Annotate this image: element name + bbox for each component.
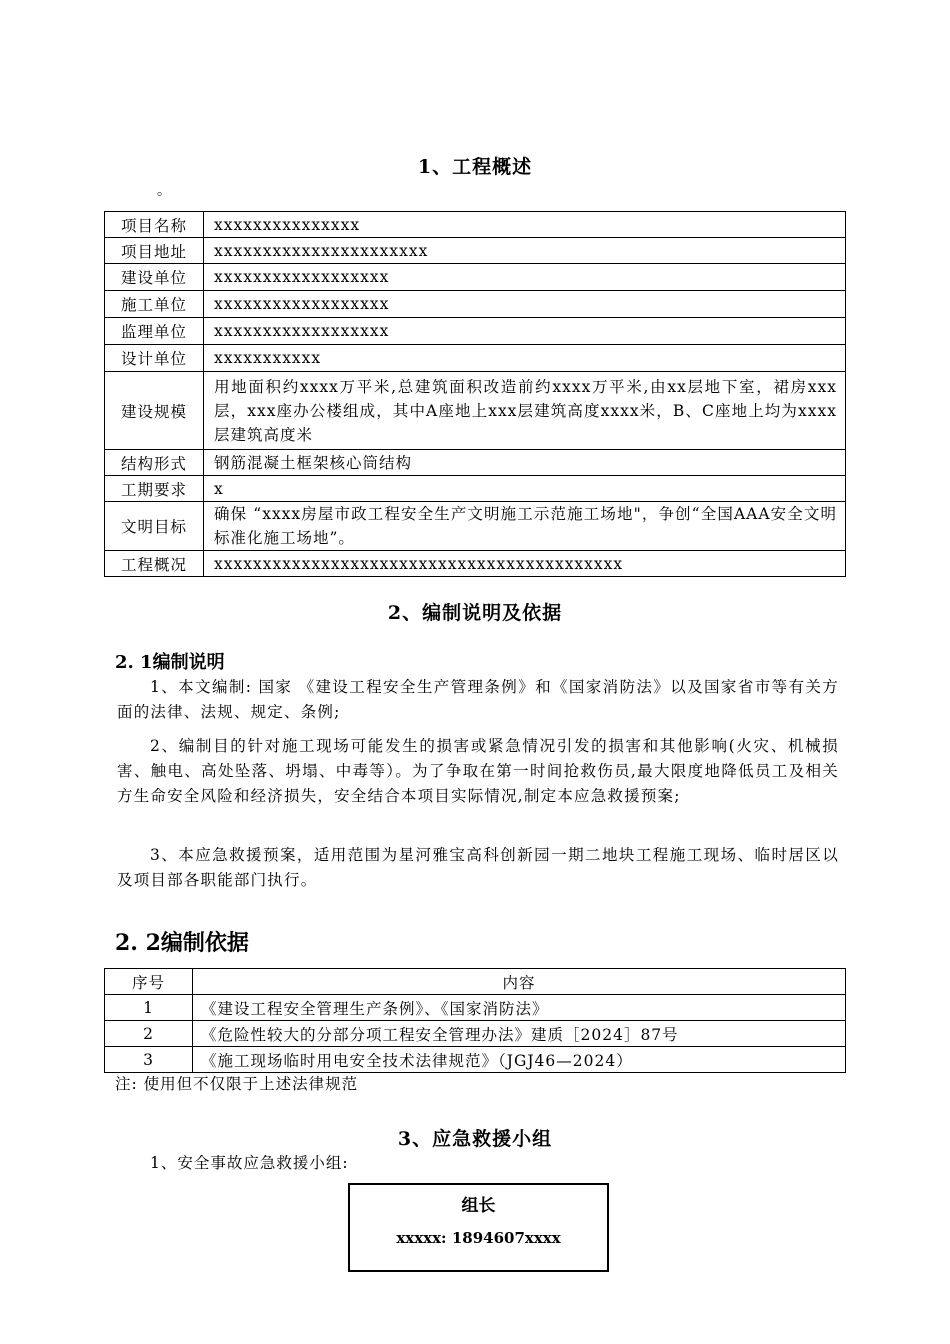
- row-content: 《危险性较大的分部分项工程安全管理办法》建质［2024］87号: [193, 1021, 846, 1047]
- table-row: [105, 450, 846, 476]
- team-leader-box: [348, 1183, 609, 1272]
- row-value: xxxxxxxxxxxxxxxxxx: [204, 291, 846, 318]
- row-label: 工期要求: [105, 476, 204, 502]
- row-value: 钢筋混凝土框架核心筒结构: [204, 450, 846, 476]
- table-row: [105, 502, 846, 551]
- basis-table-header: [105, 969, 846, 995]
- leader-contact: xxxxx: 1894607xxxx: [396, 1229, 561, 1247]
- row-label: 项目名称: [105, 212, 204, 238]
- row-value: xxxxxxxxxxxxxxxxxx: [204, 264, 846, 291]
- row-value: 确保 “xxxx房屋市政工程安全生产文明施工示范施工场地"，争创“全国AAA安全文明标准化施工场地”。: [204, 502, 846, 551]
- row-value: xxxxxxxxxxx: [204, 345, 846, 372]
- paragraph-2: 2、编制目的针对施工现场可能发生的损害或紧急情况引发的损害和其他影响(火灾、机械损害、触电、高处坠落、坍塌、中毒等）。为了争取在第一时间抢救伤员,最大限度地降低员工及相关方生命安全风险和经济损失，安全结合本项目实际情况,制定本应急救援预案;: [117, 737, 839, 805]
- paragraph-1: 1、本文编制: 国家 《建设工程安全生产管理条例》和《国家消防法》以及国家省市等有关方面的法律、法规、规定、条例;: [117, 678, 839, 721]
- row-label: 文明目标: [105, 502, 204, 551]
- basis-note: 注: 使用但不仅限于上述法律规范: [115, 1075, 359, 1093]
- row-label: 项目地址: [105, 238, 204, 264]
- row-content: 《建设工程安全管理生产条例》、《国家消防法》: [193, 995, 846, 1021]
- subsection-2-2-title: 2. 2编制依据: [115, 930, 249, 956]
- row-no: 3: [105, 1047, 193, 1073]
- table-row: [105, 1021, 846, 1047]
- row-value: 用地面积约xxxx万平米,总建筑面积改造前约xxxx万平米,由xx层地下室，裙房xxx层，xxx座办公楼组成，其中A座地上xxx层建筑高度xxxx米，B、C座地上均为xxxx层建筑高度米: [204, 372, 846, 450]
- section-3-title: 3、应急救援小组: [397, 1128, 553, 1150]
- paragraph-3: 3、本应急救援预案，适用范围为星河雅宝高科创新园一期二地块工程施工现场、临时居区以及项目部各职能部门执行。: [117, 846, 839, 889]
- row-label: 监理单位: [105, 318, 204, 345]
- header-no: 序号: [105, 969, 193, 995]
- row-label: 施工单位: [105, 291, 204, 318]
- project-overview-table: [104, 211, 846, 577]
- row-value: xxxxxxxxxxxxxxxxxxxxxxxxxxxxxxxxxxxxxxxxxx: [204, 551, 846, 577]
- row-label: 设计单位: [105, 345, 204, 372]
- section-1-title: 1、工程概述: [417, 156, 533, 178]
- stray-mark: 。: [157, 183, 171, 199]
- row-value: xxxxxxxxxxxxxxx: [204, 212, 846, 238]
- row-content: 《施工现场临时用电安全技术法律规范》（JGJ46—2024）: [193, 1047, 846, 1073]
- table-row: [105, 238, 846, 264]
- row-value: xxxxxxxxxxxxxxxxxx: [204, 318, 846, 345]
- section-2-title: 2、编制说明及依据: [387, 602, 563, 624]
- table-row: [105, 264, 846, 291]
- row-value: xxxxxxxxxxxxxxxxxxxxxx: [204, 238, 846, 264]
- row-label: 建设单位: [105, 264, 204, 291]
- row-label: 结构形式: [105, 450, 204, 476]
- basis-table: [104, 968, 846, 1073]
- header-content: 内容: [193, 969, 846, 995]
- row-label: 建设规模: [105, 372, 204, 450]
- table-row: [105, 995, 846, 1021]
- table-row: [105, 212, 846, 238]
- row-no: 2: [105, 1021, 193, 1047]
- leader-title: 组长: [461, 1196, 496, 1216]
- table-row: [105, 551, 846, 577]
- row-label: 工程概况: [105, 551, 204, 577]
- rescue-team-intro: 1、安全事故应急救援小组:: [150, 1154, 349, 1172]
- table-row: [105, 345, 846, 372]
- row-no: 1: [105, 995, 193, 1021]
- table-row: [105, 476, 846, 502]
- table-row: [105, 291, 846, 318]
- table-row: [105, 372, 846, 450]
- table-row: [105, 318, 846, 345]
- row-value: x: [204, 476, 846, 502]
- subsection-2-1-title: 2. 1编制说明: [115, 652, 225, 673]
- table-row: [105, 1047, 846, 1073]
